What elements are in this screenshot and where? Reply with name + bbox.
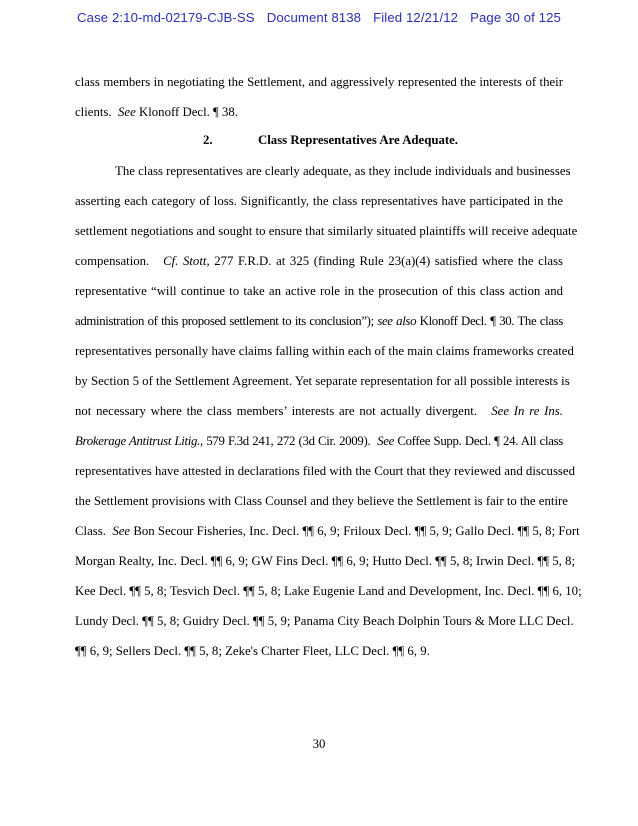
page-count: Page 30 of 125 [470, 10, 561, 25]
body-line: representatives personally have claims falling within each of the main claims frameworks created [75, 344, 574, 358]
body-line: The class representatives are clearly adequate, as they include individuals and businesses [115, 164, 571, 178]
filed-date: Filed 12/21/12 [373, 10, 459, 25]
body-line: administration of this proposed settlement to its conclusion”); see also Klonoff Decl. ¶ 30. The class [75, 314, 563, 328]
body-line: Brokerage Antitrust Litig., 579 F.3d 241, 272 (3d Cir. 2009). See Coffee Supp. Decl. ¶ 24. All class [75, 434, 563, 448]
body-line: Morgan Realty, Inc. Decl. ¶¶ 6, 9; GW Fins Decl. ¶¶ 6, 9; Hutto Decl. ¶¶ 5, 8; Irwin Decl. ¶¶ 5, 8; [75, 554, 576, 568]
document-number: Document 8138 [266, 10, 362, 25]
body-line: Class. See Bon Secour Fisheries, Inc. Decl. ¶¶ 6, 9; Friloux Decl. ¶¶ 5, 9; Gallo Decl. ¶¶ 5, 8; Fort [75, 524, 580, 538]
body-line: clients. See Klonoff Decl. ¶ 38. [75, 105, 239, 119]
body-line: not necessary where the class members’ interests are not actually divergent. See In re Ins. [75, 404, 563, 418]
section-heading: 2. Class Representatives Are Adequate. [203, 133, 459, 147]
case-number: Case 2:10-md-02179-CJB-SS [77, 10, 255, 25]
body-line: ¶¶ 6, 9; Sellers Decl. ¶¶ 5, 8; Zeke's Charter Fleet, LLC Decl. ¶¶ 6, 9. [75, 644, 430, 658]
body-line: asserting each category of loss. Significantly, the class representatives have participated in the [75, 194, 563, 208]
body-line: the Settlement provisions with Class Counsel and they believe the Settlement is fair to the entire [75, 494, 568, 508]
case-header [0, 10, 638, 25]
page-number: 30 [312, 737, 326, 751]
body-line: representatives have attested in declarations filed with the Court that they reviewed and discussed [75, 464, 575, 478]
body-line: Lundy Decl. ¶¶ 5, 8; Guidry Decl. ¶¶ 5, 9; Panama City Beach Dolphin Tours & More LLC Decl. [75, 614, 574, 628]
body-line: class members in negotiating the Settlement, and aggressively represented the interests of their [75, 75, 563, 89]
body-line: compensation. Cf. Stott, 277 F.R.D. at 325 (finding Rule 23(a)(4) satisfied where the class [75, 254, 564, 268]
body-line: settlement negotiations and sought to ensure that similarly situated plaintiffs will receive adequate [75, 224, 578, 238]
body-line: representative “will continue to take an active role in the prosecution of this class action and [75, 284, 563, 298]
body-line: by Section 5 of the Settlement Agreement. Yet separate representation for all possible interests is [75, 374, 570, 388]
body-line: Kee Decl. ¶¶ 5, 8; Tesvich Decl. ¶¶ 5, 8; Lake Eugenie Land and Development, Inc. Decl. ¶¶ 6, 10; [75, 584, 582, 598]
